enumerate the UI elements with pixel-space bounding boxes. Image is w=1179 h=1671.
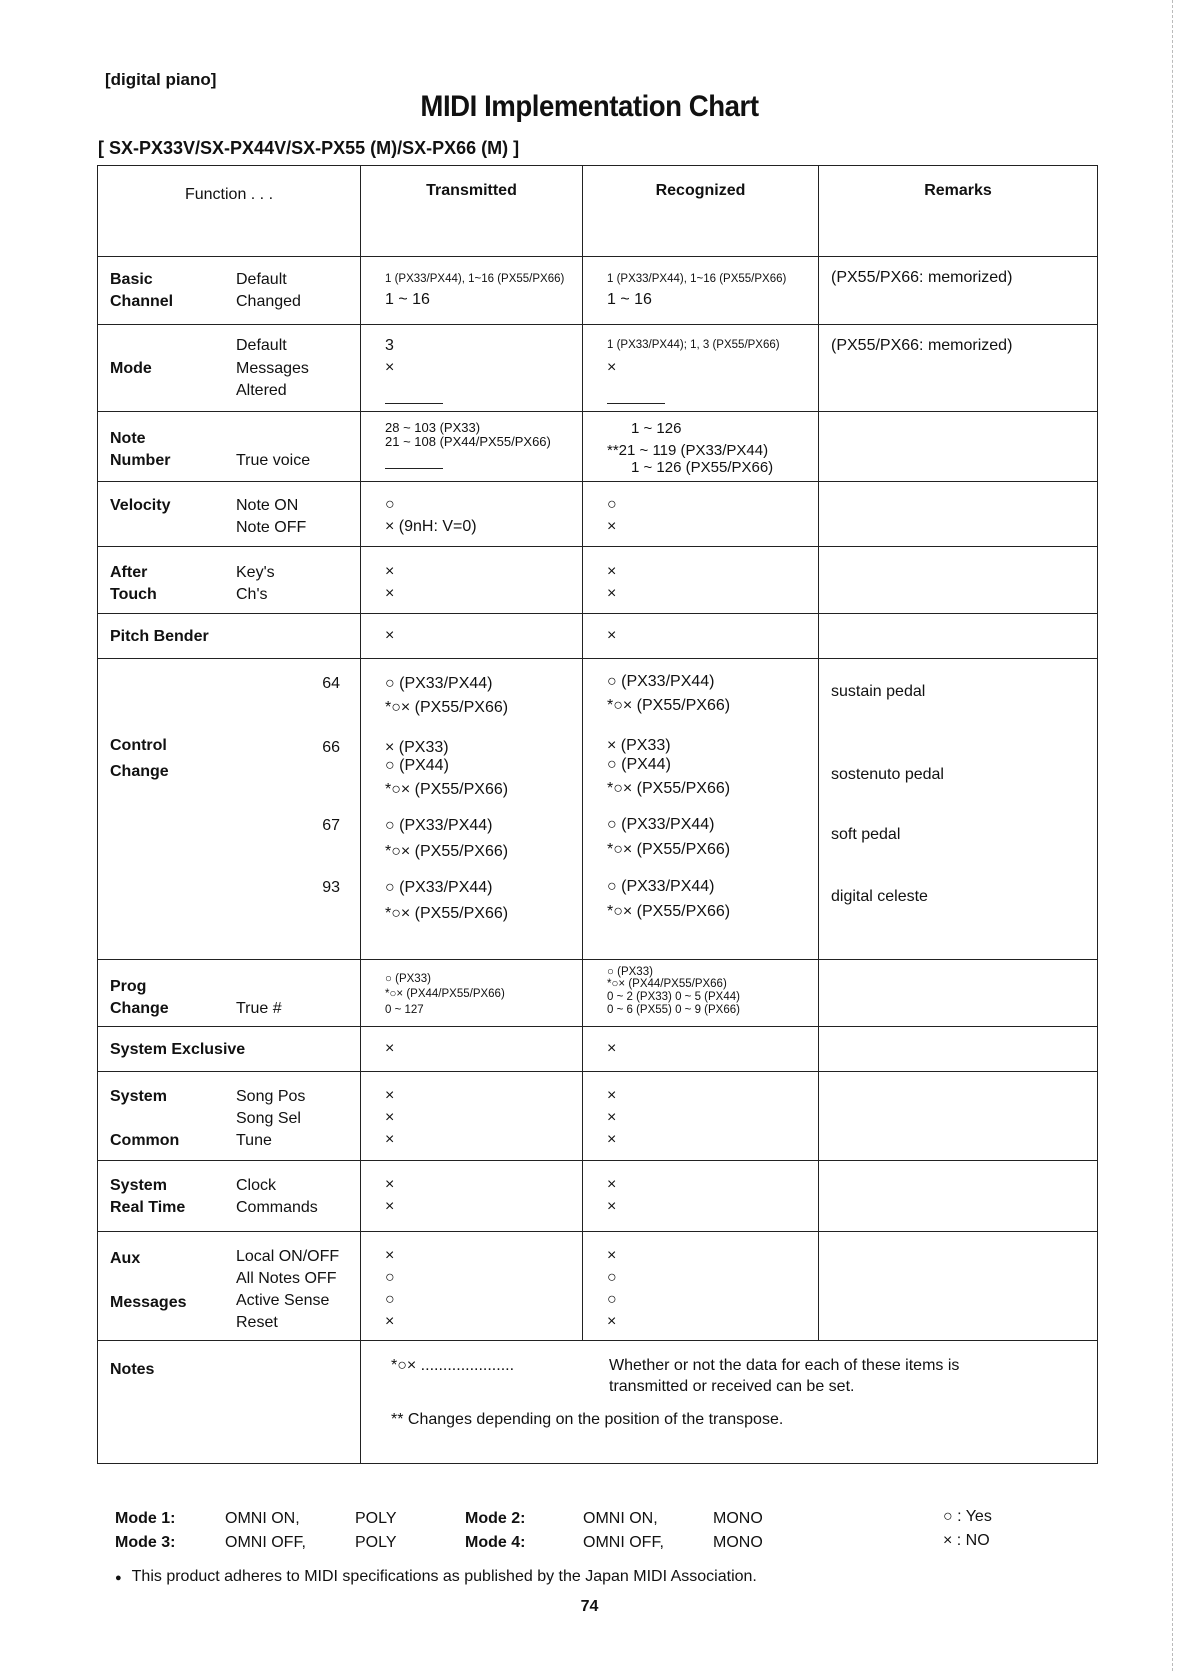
- tx-value: 1 (PX33/PX44), 1~16 (PX55/PX66): [385, 273, 565, 285]
- rx-value: ×: [607, 359, 617, 376]
- remark: soft pedal: [831, 826, 901, 843]
- rx-value: ×: [607, 563, 617, 580]
- remark: sustain pedal: [831, 683, 926, 700]
- tx-value: *○× (PX44/PX55/PX66): [385, 988, 505, 1000]
- label: Change: [110, 763, 169, 780]
- rx-value: ×: [607, 1131, 617, 1148]
- rx-value: ×: [607, 627, 617, 644]
- remark: sostenuto pedal: [831, 766, 944, 783]
- tx-value: ×: [385, 1087, 395, 1104]
- mode-1-label: Mode 1:: [115, 1510, 176, 1527]
- label: Aux: [110, 1250, 141, 1267]
- rx-value: ×: [607, 1198, 617, 1215]
- rx-value: 1 (PX33/PX44), 1~16 (PX55/PX66): [607, 273, 787, 285]
- rx-value: ○ (PX44): [607, 756, 671, 773]
- cc-number: 66: [322, 739, 340, 756]
- sublabel: Key's: [236, 564, 275, 581]
- rx-value: 1 ~ 16: [607, 291, 652, 308]
- label: Notes: [110, 1361, 155, 1378]
- row-prog-change: [98, 960, 1098, 1027]
- rx-value: 1 ~ 126 (PX55/PX66): [631, 459, 774, 476]
- label: System: [110, 1088, 167, 1105]
- tx-value: ○: [385, 1291, 395, 1308]
- mode-3-label: Mode 3:: [115, 1534, 176, 1551]
- remark: (PX55/PX66: memorized): [831, 269, 1013, 286]
- tx-value: 0 ~ 127: [385, 1004, 424, 1016]
- rx-value: 0 ~ 2 (PX33) 0 ~ 5 (PX44): [607, 991, 740, 1003]
- sublabel: Changed: [236, 293, 301, 310]
- rx-value: ○ (PX33/PX44): [607, 878, 715, 895]
- sublabel: Default: [236, 271, 287, 288]
- label: Note: [110, 430, 146, 447]
- rx-value: ×: [607, 1176, 617, 1193]
- mode-2-mono: MONO: [713, 1510, 763, 1527]
- label: Velocity: [110, 497, 171, 514]
- row-system-realtime: [98, 1161, 1098, 1232]
- sublabel: Song Sel: [236, 1110, 301, 1127]
- row-system-exclusive: [98, 1027, 1098, 1072]
- row-basic-channel: [98, 257, 1098, 325]
- label: Messages: [110, 1294, 187, 1311]
- rx-value: ×: [607, 518, 617, 535]
- label: Basic: [110, 271, 153, 288]
- page-edge-line: [1172, 0, 1173, 1671]
- remark: digital celeste: [831, 888, 928, 905]
- page-title: MIDI Implementation Chart: [420, 90, 759, 123]
- rx-value: *○× (PX55/PX66): [607, 780, 731, 797]
- tx-value: ○ (PX44): [385, 757, 449, 774]
- col-remarks: Remarks: [819, 166, 1098, 257]
- rx-value: 1 (PX33/PX44); 1, 3 (PX55/PX66): [607, 339, 780, 351]
- tx-value: ×: [385, 627, 395, 644]
- row-mode: [98, 325, 1098, 412]
- label: Channel: [110, 293, 174, 310]
- rx-value: *○× (PX55/PX66): [607, 841, 731, 858]
- label: Mode: [110, 360, 152, 377]
- row-after-touch: [98, 547, 1098, 614]
- midi-implementation-table: [97, 165, 1098, 1464]
- rx-value: ○: [607, 1269, 617, 1286]
- col-function: Function . . .: [98, 166, 361, 257]
- rx-value: ×: [607, 1087, 617, 1104]
- mode-1-omni: OMNI ON,: [225, 1510, 300, 1527]
- tx-value: ×: [385, 359, 395, 376]
- rx-value: ×: [607, 1247, 617, 1264]
- label: Real Time: [110, 1199, 186, 1216]
- rx-value: ×: [607, 1040, 617, 1057]
- sublabel: True #: [236, 1000, 282, 1017]
- tx-value: ×: [385, 1198, 395, 1215]
- label: System: [110, 1177, 167, 1194]
- rx-value: ○ (PX33/PX44): [607, 816, 715, 833]
- rx-value: **21 ~ 119 (PX33/PX44): [607, 442, 769, 459]
- tx-value: ×: [385, 1313, 395, 1330]
- tx-value: ×: [385, 1040, 395, 1057]
- sublabel: Song Pos: [236, 1088, 306, 1105]
- sublabel: Reset: [236, 1314, 278, 1331]
- label: System Exclusive: [110, 1041, 246, 1058]
- rx-value: ×: [607, 1313, 617, 1330]
- header-row: [98, 166, 1098, 257]
- sublabel: True voice: [236, 452, 311, 469]
- mode-4-mono: MONO: [713, 1534, 763, 1551]
- mode-4-omni: OMNI OFF,: [583, 1534, 664, 1551]
- row-control-change: [98, 659, 1098, 960]
- row-velocity: [98, 482, 1098, 547]
- rx-value: ×: [607, 585, 617, 602]
- tx-value: ○ (PX33): [385, 973, 431, 985]
- mode-2-omni: OMNI ON,: [583, 1510, 658, 1527]
- label: Number: [110, 452, 171, 469]
- tx-value: 28 ~ 103 (PX33): [385, 420, 481, 435]
- remark: (PX55/PX66: memorized): [831, 337, 1013, 354]
- tx-value: *○× (PX55/PX66): [385, 699, 509, 716]
- tx-value: *○× (PX55/PX66): [385, 843, 509, 860]
- rx-value: ×: [607, 1109, 617, 1126]
- mode-1-poly: POLY: [355, 1510, 397, 1527]
- label: Change: [110, 1000, 169, 1017]
- rx-value: *○× (PX55/PX66): [607, 903, 731, 920]
- label: After: [110, 564, 148, 581]
- sublabel: Note ON: [236, 497, 299, 514]
- tx-value: 21 ~ 108 (PX44/PX55/PX66): [385, 434, 551, 449]
- tx-value: ×: [385, 563, 395, 580]
- row-notes: [98, 1341, 1098, 1464]
- tx-value: ○ (PX33/PX44): [385, 879, 493, 896]
- mode-4-label: Mode 4:: [465, 1534, 526, 1551]
- rx-value: ○ (PX33/PX44): [607, 673, 715, 690]
- category-label: [digital piano]: [105, 70, 217, 89]
- label: Common: [110, 1132, 180, 1149]
- dash-mark: [385, 403, 443, 404]
- tx-value: ○: [385, 1269, 395, 1286]
- label: Prog: [110, 978, 147, 995]
- label: Touch: [110, 586, 157, 603]
- sublabel: Note OFF: [236, 519, 307, 536]
- rx-value: 0 ~ 6 (PX55) 0 ~ 9 (PX66): [607, 1004, 740, 1016]
- model-list: [ SX-PX33V/SX-PX44V/SX-PX55 (M)/SX-PX66 (M) ]: [98, 138, 520, 158]
- tx-value: ×: [385, 1109, 395, 1126]
- notes-text: transmitted or received can be set.: [609, 1378, 855, 1395]
- notes-text: ** Changes depending on the position of the transpose.: [391, 1411, 784, 1428]
- tx-value: ×: [385, 1176, 395, 1193]
- notes-text: Whether or not the data for each of these items is: [609, 1357, 960, 1374]
- dash-mark: [607, 403, 665, 404]
- row-aux-messages: [98, 1232, 1098, 1341]
- sublabel: Messages: [236, 360, 309, 377]
- sublabel: Tune: [236, 1132, 272, 1149]
- tx-value: ○ (PX33/PX44): [385, 675, 493, 692]
- page-number: 74: [580, 1598, 599, 1615]
- label: Control: [110, 737, 167, 754]
- tx-value: × (PX33): [385, 739, 449, 756]
- sublabel: Ch's: [236, 586, 268, 603]
- rx-value: *○× (PX44/PX55/PX66): [607, 978, 727, 990]
- dash-mark: [385, 468, 443, 469]
- rx-value: 1 ~ 126: [631, 420, 682, 437]
- cc-number: 93: [322, 879, 340, 896]
- tx-value: ×: [385, 1247, 395, 1264]
- row-system-common: [98, 1072, 1098, 1161]
- footer-text: This product adheres to MIDI specifications as published by the Japan MIDI Association.: [131, 1568, 757, 1585]
- sublabel: Default: [236, 337, 287, 354]
- tx-value: ○ (PX33/PX44): [385, 817, 493, 834]
- sublabel: All Notes OFF: [236, 1270, 337, 1287]
- tx-value: ×: [385, 585, 395, 602]
- notes-mark: *○× .....................: [391, 1357, 515, 1374]
- mode-2-label: Mode 2:: [465, 1510, 526, 1527]
- bullet-icon: ●: [115, 1572, 122, 1584]
- cc-number: 64: [322, 675, 340, 692]
- mode-3-poly: POLY: [355, 1534, 397, 1551]
- tx-value: × (9nH: V=0): [385, 518, 477, 535]
- tx-value: *○× (PX55/PX66): [385, 781, 509, 798]
- rx-value: × (PX33): [607, 737, 671, 754]
- row-note-number: [98, 412, 1098, 482]
- row-pitch-bender: [98, 614, 1098, 659]
- cc-number: 67: [322, 817, 340, 834]
- rx-value: *○× (PX55/PX66): [607, 697, 731, 714]
- rx-value: ○: [607, 496, 617, 513]
- tx-value: 1 ~ 16: [385, 291, 430, 308]
- rx-value: ○ (PX33): [607, 966, 653, 978]
- mode-3-omni: OMNI OFF,: [225, 1534, 306, 1551]
- rx-value: ○: [607, 1291, 617, 1308]
- footer-note: [115, 1568, 757, 1586]
- col-transmitted: Transmitted: [361, 166, 583, 257]
- sublabel: Commands: [236, 1199, 318, 1216]
- col-recognized: Recognized: [583, 166, 819, 257]
- sublabel: Local ON/OFF: [236, 1248, 340, 1265]
- tx-value: ○: [385, 496, 395, 513]
- label: Pitch Bender: [110, 628, 209, 645]
- tx-value: 3: [385, 337, 394, 354]
- no-legend: × : NO: [943, 1532, 990, 1549]
- tx-value: *○× (PX55/PX66): [385, 905, 509, 922]
- sublabel: Active Sense: [236, 1292, 330, 1309]
- tx-value: ×: [385, 1131, 395, 1148]
- yes-legend: ○ : Yes: [943, 1508, 992, 1525]
- sublabel: Clock: [236, 1177, 277, 1194]
- sublabel: Altered: [236, 382, 287, 399]
